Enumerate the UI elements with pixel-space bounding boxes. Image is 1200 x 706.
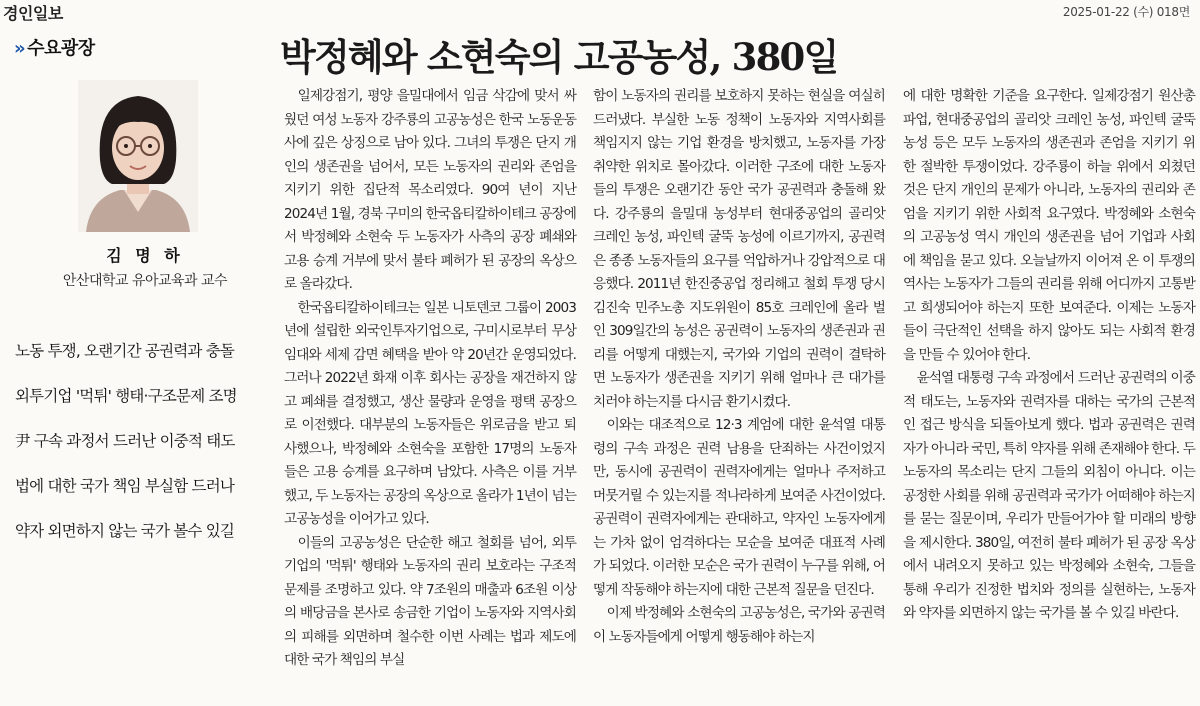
article-paragraph: 에 대한 명확한 기준을 요구한다. 일제강점기 원산총파업, 현대중공업의 골리앗 크레인 농성, 파인텍 굴뚝 농성 등은 모두 노동자의 생존권과 존엄을 지키기 위한 절박한 투쟁이었다. 강주룡이 하늘 위에서 외쳤던 것은 단지 개인의 문제가 아니라, 노동자의 권리와 존엄을 지키기 위한 사회적 요구였다. 박정혜와 소현숙의 고공농성 역시 개인의 생존권을 넘어 기업과 사회에 책임을 묻고 있다. 오늘날까지 이어져 온 이 투쟁의 역사는 노동자가 그들의 권리를 위해 어디까지 고통받고 희생되어야 하는지 또한 보여준다. 이제는 노동자들이 극단적인 선택을 하지 않아도 되는 사회적 환경을 만들 수 있어야 한다. — [903, 88, 1195, 363]
article-paragraph: 이제 박정혜와 소현숙의 고공농성은, 국가와 공권력이 노동자들에게 어떻게 행동해야 하는지 — [593, 605, 885, 645]
section-title: 수요광장 — [27, 38, 95, 59]
subheadline: 법에 대한 국가 책임 부실함 드러나 — [15, 477, 235, 495]
dateline: 2025-01-22 (수) 018면 — [1062, 5, 1190, 19]
article-paragraph: 이들의 고공농성은 단순한 해고 철회를 넘어, 외투기업의 '먹튀' 행태와 노동자의 권리 보호라는 구조적 문제를 조명하고 있다. 약 7조원의 매출과 6조원 이상의 배당금을 본사로 송금한 기업이 노동자와 지역사회의 피해를 외면하며 철수한 이번 사례는 법과 제도에 대한 국가 책임의 부실 — [284, 534, 576, 668]
subheadline-list — [15, 340, 265, 565]
subheadline: 약자 외면하지 않는 국가 볼수 있길 — [15, 522, 235, 540]
masthead — [0, 0, 1200, 24]
author-title: 안산대학교 유아교육과 교수 — [62, 273, 228, 289]
article-column-2 — [593, 85, 885, 649]
subheadline: 외투기업 '먹튀' 행태·구조문제 조명 — [15, 387, 237, 405]
section-label — [14, 34, 95, 60]
article-column-1 — [284, 85, 576, 673]
article-paragraph: 이와는 대조적으로 12·3 계엄에 대한 윤석열 대통령의 구속 과정은 권력 남용을 단죄하는 사건이었지만, 동시에 공권력이 권력자에게는 얼마나 주저하고 머뭇거릴 수 있는지를 적나라하게 보여준 사건이었다. 공권력이 권력자에게는 관대하고, 약자인 노동자에게는 가차 없이 엄격하다는 모순을 보여준 대표적 사례가 되었다. 이러한 모순은 국가 권력이 누구를 위해, 어떻게 작동해야 하는지에 대한 근본적 질문을 던진다. — [593, 417, 885, 598]
article-paragraph: 윤석열 대통령 구속 과정에서 드러난 공권력의 이중적 태도는, 노동자와 권력자를 대하는 국가의 근본적인 접근 방식을 되돌아보게 했다. 법과 공권력은 권력자가 아니라 국민, 특히 약자를 위해 존재해야 한다. 두 노동자의 목소리는 단지 그들의 외침이 아니다. 이는 공정한 사회를 위해 공권력과 국가가 어떠해야 하는지를 묻는 질문이며, 우리가 만들어가야 할 미래의 방향을 제시한다. 380일, 여전히 불타 폐허가 된 공장 옥상에서 내려오지 못하고 있는 박정혜와 소현숙, 그들을 통해 우리가 진정한 법치와 정의를 실현하는, 노동자와 약자를 외면하지 않는 국가를 볼 수 있길 바란다. — [903, 370, 1195, 621]
author-portrait — [78, 80, 198, 232]
subheadline: 노동 투쟁, 오랜기간 공권력과 충돌 — [15, 342, 235, 360]
author-name: 김 명 하 — [106, 246, 184, 265]
newspaper-name: 경인일보 — [3, 4, 63, 23]
subheadline: 尹 구속 과정서 드러난 이중적 태도 — [15, 432, 235, 450]
article-headline: 박정혜와 소현숙의 고공농성, 380일 — [280, 35, 838, 79]
article-column-3 — [903, 85, 1195, 626]
double-chevron-right-icon: » — [14, 38, 26, 59]
article-paragraph: 함이 노동자의 권리를 보호하지 못하는 현실을 여실히 드러냈다. 부실한 노동 정책이 노동자와 지역사회를 책임지지 않는 기업 환경을 방치했고, 노동자를 가장 취약한 위치로 몰아갔다. 이러한 구조에 대한 노동자들의 투쟁은 오랜기간 동안 국가 공권력과 충돌해 왔다. 강주룡의 을밀대 농성부터 현대중공업의 골리앗 크레인 농성, 파인텍 굴뚝 농성에 이르기까지, 공권력은 종종 노동자들의 요구를 억압하거나 강압적으로 대응했다. 2011년 한진중공업 정리해고 철회 투쟁 당시 김진숙 민주노총 지도위원이 85호 크레인에 올라 벌인 309일간의 농성은 공권력이 노동자의 생존권과 권리를 어떻게 대했는지, 국가와 기업의 권력이 결탁하면 노동자가 생존권을 지키기 위해 얼마나 큰 대가를 치러야 하는지를 다시금 환기시켰다. — [593, 88, 885, 410]
article-paragraph: 일제강점기, 평양 을밀대에서 임금 삭감에 맞서 싸웠던 여성 노동자 강주룡의 고공농성은 한국 노동운동사에 깊은 상징으로 남아 있다. 그녀의 투쟁은 단지 개인의 생존권을 넘어서, 모든 노동자의 권리와 존엄을 지키기 위한 집단적 목소리였다. 90여 년이 지난 2024년 1월, 경북 구미의 한국옵티칼하이테크 공장에서 박정혜와 소현숙 두 노동자가 사측의 공장 폐쇄와 고용 승계 거부에 맞서 불타 폐허가 된 공장의 옥상으로 올라갔다. — [284, 88, 576, 292]
article-paragraph: 한국옵티칼하이테크는 일본 니토덴코 그룹이 2003년에 설립한 외국인투자기업으로, 구미시로부터 무상 임대와 세제 감면 혜택을 받아 약 20년간 운영되었다. 그러나 2022년 화재 이후 회사는 공장을 재건하지 않고 폐쇄를 결정했고, 생산 물량과 운영을 평택 공장으로 이전했다. 대부분의 노동자들은 위로금을 받고 퇴사했으나, 박정혜와 소현숙을 포함한 17명의 노동자들은 고용 승계를 요구하며 남았다. 사측은 이를 거부했고, 두 노동자는 공장의 옥상으로 올라가 1년이 넘는 고공농성을 이어가고 있다. — [284, 299, 576, 527]
